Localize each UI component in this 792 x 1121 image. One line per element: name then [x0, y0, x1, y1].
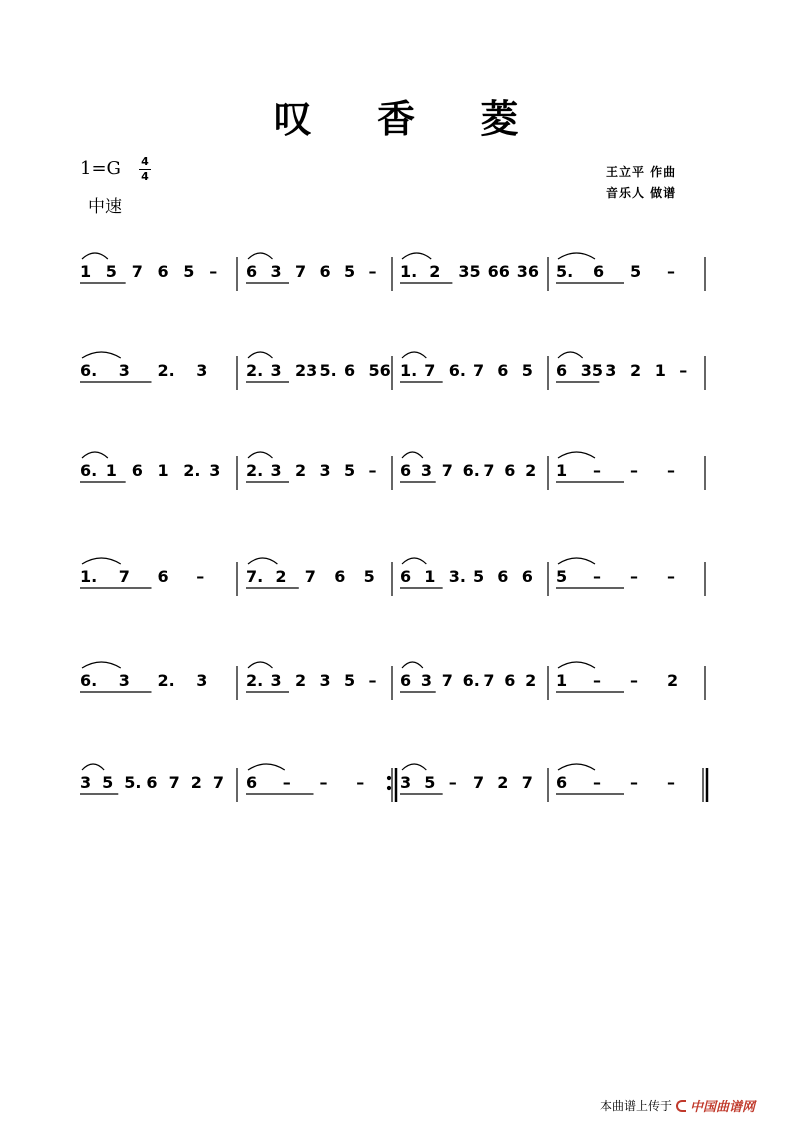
note: 1 [556, 671, 568, 690]
note: – [319, 773, 328, 792]
note: 3 [319, 671, 331, 690]
note: – [667, 773, 675, 792]
note: 5 [344, 461, 356, 480]
slur-arc [402, 662, 423, 668]
note: 2 [275, 567, 287, 586]
tempo-marking: 中速 [88, 197, 122, 217]
note: 6 [334, 567, 346, 586]
note: 3 [400, 773, 412, 792]
note: 6 [157, 567, 169, 586]
note: 7 [521, 773, 533, 792]
note: – [593, 461, 601, 480]
note: – [593, 567, 601, 586]
note: 5 [556, 567, 568, 586]
note: 6 [556, 361, 568, 380]
note: 3 [270, 262, 282, 281]
slur-arc [248, 352, 273, 358]
note: 2 [429, 262, 441, 281]
composer-credit: 王立平 作曲 [606, 165, 677, 179]
time-signature-bottom: 4 [141, 170, 149, 183]
site-logo-text: 中国曲谱网 [690, 1100, 756, 1115]
repeat-dot [388, 777, 391, 780]
note: – [593, 773, 601, 792]
note: – [282, 773, 291, 792]
note: 35 [580, 361, 603, 380]
note: 6. [462, 461, 480, 480]
note: 2 [295, 671, 307, 690]
note: 7 [304, 567, 316, 586]
note: – [356, 773, 365, 792]
note: – [679, 361, 688, 380]
note: – [368, 262, 377, 281]
note: – [209, 262, 218, 281]
slur-arc [402, 452, 423, 458]
note: 6 [497, 361, 509, 380]
note: 7 [212, 773, 225, 792]
note: 3 [270, 361, 282, 380]
slur-arc [82, 352, 121, 358]
note: 3 [420, 461, 433, 480]
note: 6 [157, 262, 169, 281]
note: 5 [344, 671, 356, 690]
note: 3 [270, 671, 282, 690]
site-logo-icon [676, 1100, 686, 1112]
note: – [196, 567, 205, 586]
note: 3 [319, 461, 331, 480]
note: 6 [400, 567, 412, 586]
note: 3 [80, 773, 92, 792]
note: 2. [157, 671, 175, 690]
note: 6 [504, 671, 516, 690]
note: – [593, 671, 601, 690]
time-signature-top: 4 [141, 155, 149, 168]
slur-arc [82, 764, 104, 770]
note: 2 [667, 671, 679, 690]
slur-arc [82, 662, 121, 668]
note: 7 [131, 262, 143, 281]
slur-arc [558, 764, 595, 770]
note: 5 [521, 361, 533, 380]
note: 6 [593, 262, 605, 281]
note: 2 [497, 773, 509, 792]
note: – [368, 461, 377, 480]
note: 7 [483, 671, 495, 690]
slur-arc [558, 558, 595, 564]
note: 2 [525, 671, 537, 690]
note: 3 [118, 671, 130, 690]
note: 3 [196, 671, 208, 690]
note: – [667, 461, 675, 480]
note: 1. [400, 262, 418, 281]
slur-arc [558, 253, 595, 259]
note: – [667, 262, 675, 281]
note: 6 [344, 361, 356, 380]
note: 5 [183, 262, 195, 281]
note: 6 [246, 773, 258, 792]
note: 36 [516, 262, 540, 281]
note: – [368, 671, 377, 690]
note: 2. [246, 671, 264, 690]
note: 2 [190, 773, 202, 792]
note: 7 [118, 567, 130, 586]
note: 7 [473, 361, 485, 380]
slur-arc [402, 253, 431, 259]
note: 1 [80, 262, 92, 281]
footer-text: 本曲谱上传于 [600, 1099, 673, 1113]
note: 7 [441, 671, 453, 690]
note: 6. [80, 671, 98, 690]
note: 7 [483, 461, 495, 480]
note: – [630, 461, 638, 480]
note: 5 [105, 262, 117, 281]
note: 1. [80, 567, 98, 586]
note: 1 [556, 461, 568, 480]
note: 6 [497, 567, 509, 586]
slur-arc [248, 764, 285, 770]
slur-arc [558, 662, 595, 668]
note: 6. [80, 361, 98, 380]
note: 5 [344, 262, 356, 281]
slur-arc [558, 352, 583, 358]
note: 7. [246, 567, 264, 586]
note: – [667, 567, 675, 586]
note: 3. [448, 567, 466, 586]
transcriber-credit: 音乐人 做谱 [606, 186, 677, 200]
note: 6 [521, 567, 533, 586]
note: – [448, 773, 457, 792]
note: 2 [295, 461, 307, 480]
note: 66 [487, 262, 510, 281]
slur-arc [402, 352, 426, 358]
note: 1 [424, 567, 436, 586]
note: 5 [102, 773, 114, 792]
note: 2. [246, 461, 264, 480]
note: 6. [448, 361, 466, 380]
note: 5 [363, 567, 375, 586]
note: 56 [368, 361, 391, 380]
slur-arc [558, 452, 595, 458]
slur-arc [402, 764, 426, 770]
note: 3 [605, 361, 617, 380]
note: 2. [157, 361, 175, 380]
note: 7 [473, 773, 485, 792]
slur-arc [248, 452, 273, 458]
score-title: 叹 香 菱 [273, 97, 545, 141]
note: 2. [246, 361, 264, 380]
note: 3 [196, 361, 208, 380]
note: 5. [556, 262, 574, 281]
note: 35 [458, 262, 481, 281]
note: – [630, 567, 638, 586]
note: 5 [424, 773, 436, 792]
note: 6. [80, 461, 98, 480]
slur-arc [248, 662, 273, 668]
note: 5. [319, 361, 337, 380]
note: 3 [209, 461, 221, 480]
note: – [630, 671, 638, 690]
note: 6 [400, 671, 412, 690]
note: 1 [157, 461, 169, 480]
note: 6 [131, 461, 143, 480]
slur-arc [82, 253, 108, 259]
note: 5 [630, 262, 642, 281]
note: 6 [246, 262, 258, 281]
note: 5. [124, 773, 142, 792]
note: 3 [420, 671, 433, 690]
slur-arc [402, 558, 426, 564]
note: 23 [295, 361, 318, 380]
note: – [630, 773, 638, 792]
slur-arc [82, 558, 121, 564]
note: 6 [400, 461, 412, 480]
note: 2. [183, 461, 201, 480]
note: 2 [525, 461, 537, 480]
note: 7 [424, 361, 436, 380]
note: 5 [473, 567, 485, 586]
note: 7 [441, 461, 453, 480]
note: 3 [270, 461, 282, 480]
note: 1. [400, 361, 418, 380]
note: 7 [295, 262, 307, 281]
note: 6 [146, 773, 158, 792]
note: 1 [654, 361, 666, 380]
note: 2 [630, 361, 642, 380]
repeat-dot [388, 787, 391, 790]
note: 1 [105, 461, 117, 480]
note: 6 [504, 461, 516, 480]
note: 6. [462, 671, 480, 690]
note: 6 [556, 773, 568, 792]
footer [600, 1096, 755, 1115]
note: 6 [319, 262, 331, 281]
slur-arc [248, 253, 273, 259]
slur-arc [248, 558, 277, 564]
slur-arc [82, 452, 108, 458]
note: 3 [118, 361, 130, 380]
key-signature: 1=G [80, 158, 121, 179]
note: 7 [168, 773, 180, 792]
